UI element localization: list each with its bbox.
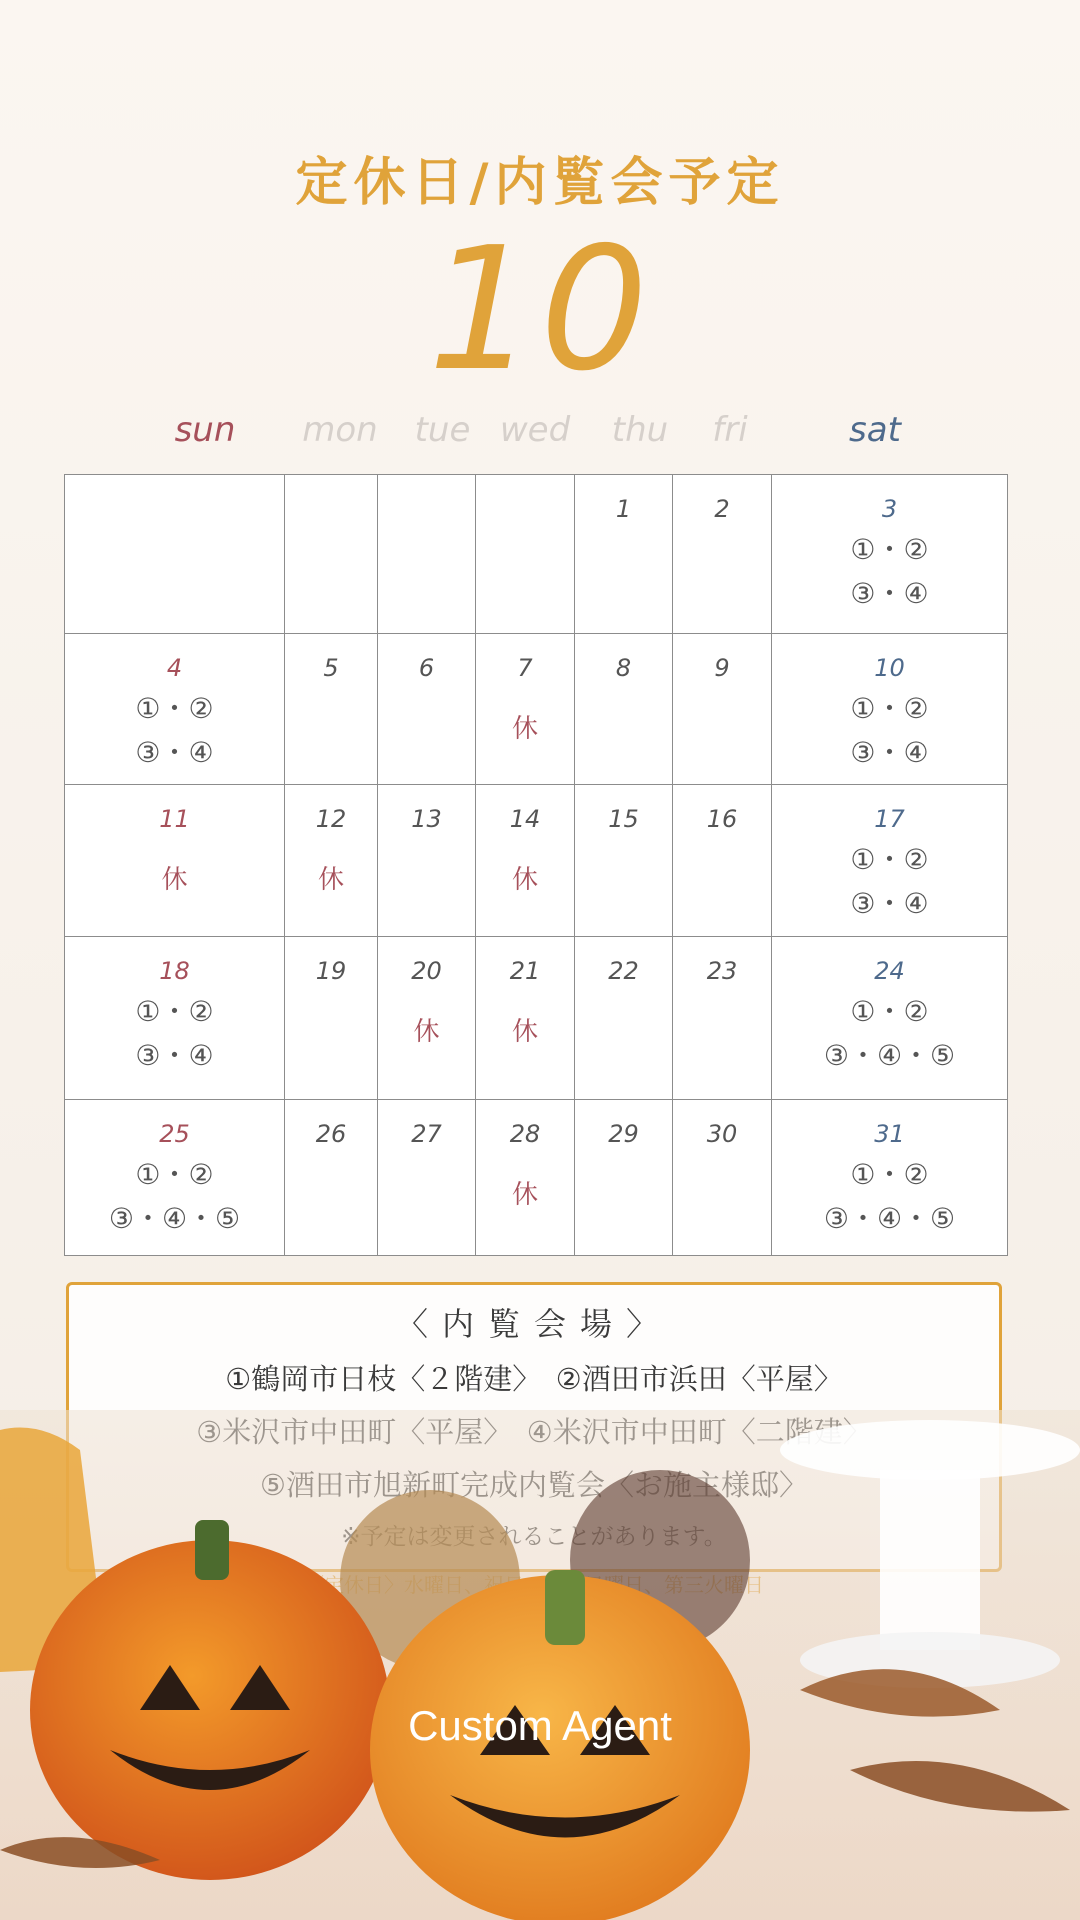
calendar-week	[65, 1100, 1008, 1256]
open-house-venues: ①・②	[135, 995, 214, 1028]
calendar-day-cell	[772, 785, 1008, 937]
calendar-day-cell	[476, 475, 575, 634]
calendar-day-cell	[285, 937, 378, 1100]
venue-line-1: ①鶴岡市日枝〈２階建〉 ②酒田市浜田〈平屋〉	[225, 1362, 843, 1396]
day-number: 3	[881, 495, 898, 523]
brand-name: Custom Agent	[408, 1702, 672, 1749]
calendar-day-cell	[772, 937, 1008, 1100]
day-number: 7	[517, 654, 533, 682]
calendar-day-cell	[476, 634, 575, 785]
open-house-venues: ③・④・⑤	[823, 1202, 956, 1235]
calendar-day-cell	[476, 1100, 575, 1256]
calendar-day-cell	[378, 937, 476, 1100]
calendar-day-cell	[378, 1100, 476, 1256]
day-number: 5	[323, 654, 339, 682]
weekday-sat: sat	[849, 410, 901, 450]
open-house-venues: ③・④・⑤	[823, 1039, 956, 1072]
closed-mark: 休	[317, 865, 344, 895]
day-number: 4	[166, 654, 183, 682]
calendar-day-cell	[772, 475, 1008, 634]
day-number: 8	[615, 654, 632, 682]
open-house-venues: ③・④	[850, 887, 929, 920]
calendar-day-cell	[285, 634, 378, 785]
day-number: 10	[874, 654, 905, 682]
calendar-day-cell	[673, 1100, 772, 1256]
day-number: 21	[509, 957, 541, 985]
month-number: 10	[427, 211, 653, 409]
day-number: 19	[315, 957, 347, 985]
day-number: 27	[411, 1120, 442, 1148]
open-house-venues: ①・②	[850, 692, 929, 725]
venue-heading: 〈内覧会場〉	[395, 1305, 672, 1343]
calendar-day-cell	[575, 475, 673, 634]
calendar-day-cell	[673, 785, 772, 937]
calendar-day-cell	[378, 785, 476, 937]
calendar-day-cell	[575, 785, 673, 937]
open-house-venues: ③・④	[850, 577, 929, 610]
day-number: 6	[418, 654, 435, 682]
calendar-day-cell	[476, 937, 575, 1100]
day-number: 24	[874, 957, 905, 985]
weekday-fri: fri	[712, 410, 748, 450]
day-number: 20	[411, 957, 442, 985]
calendar-week	[65, 634, 1008, 785]
calendar-day-cell	[673, 634, 772, 785]
calendar-day-cell	[476, 785, 575, 937]
calendar-day-cell	[285, 475, 378, 634]
open-house-venues: ①・②	[850, 995, 929, 1028]
day-number: 9	[714, 654, 730, 682]
open-house-venues: ①・②	[135, 692, 214, 725]
calendar-day-cell	[65, 475, 285, 634]
day-number: 31	[874, 1120, 905, 1148]
day-number: 18	[159, 957, 190, 985]
calendar-day-cell	[673, 475, 772, 634]
weekday-wed: wed	[499, 410, 571, 450]
day-number: 26	[315, 1120, 347, 1148]
calendar-day-cell	[285, 1100, 378, 1256]
calendar-week	[65, 785, 1008, 937]
day-number: 11	[159, 805, 190, 833]
calendar-day-cell	[673, 937, 772, 1100]
calendar-day-cell	[65, 937, 285, 1100]
day-number: 23	[706, 957, 738, 985]
weekday-tue: tue	[414, 410, 471, 450]
closed-mark: 休	[511, 714, 538, 744]
calendar-day-cell	[378, 634, 476, 785]
calendar-day-cell	[65, 785, 285, 937]
day-number: 17	[874, 805, 905, 833]
open-house-venues: ③・④	[135, 1039, 214, 1072]
day-number: 25	[159, 1120, 190, 1148]
calendar-day-cell	[575, 937, 673, 1100]
weekday-mon: mon	[302, 410, 378, 450]
calendar-day-cell	[575, 634, 673, 785]
day-number: 22	[608, 957, 639, 985]
closed-mark: 休	[511, 1180, 538, 1210]
closed-mark: 休	[511, 1017, 538, 1047]
open-house-venues: ①・②	[850, 1158, 929, 1191]
page-title: 定休日/内覧会予定	[295, 153, 785, 213]
open-house-venues: ①・②	[850, 533, 929, 566]
open-house-venues: ①・②	[135, 1158, 214, 1191]
open-house-venues: ③・④	[850, 736, 929, 769]
day-number: 30	[706, 1120, 738, 1148]
closed-mark: 休	[511, 865, 538, 895]
open-house-venues: ③・④・⑤	[108, 1202, 241, 1235]
day-number: 28	[509, 1120, 541, 1148]
day-number: 2	[714, 495, 730, 523]
calendar-week	[65, 475, 1008, 634]
calendar-day-cell	[575, 1100, 673, 1256]
day-number: 13	[411, 805, 442, 833]
open-house-venues: ③・④	[135, 736, 214, 769]
calendar-day-cell	[772, 1100, 1008, 1256]
day-number: 14	[509, 805, 541, 833]
calendar-day-cell	[772, 634, 1008, 785]
calendar-grid	[64, 474, 1008, 1256]
day-number: 12	[315, 805, 347, 833]
weekday-thu: thu	[611, 410, 669, 450]
calendar-day-cell	[65, 1100, 285, 1256]
calendar-week	[65, 937, 1008, 1100]
weekday-sun: sun	[174, 410, 236, 450]
day-number: 16	[706, 805, 738, 833]
halloween-pumpkins-image	[0, 1410, 1080, 1920]
day-number: 29	[608, 1120, 639, 1148]
calendar-day-cell	[285, 785, 378, 937]
calendar-day-cell	[378, 475, 476, 634]
day-number: 15	[608, 805, 639, 833]
calendar-day-cell	[65, 634, 285, 785]
closed-mark: 休	[161, 865, 188, 895]
closed-mark: 休	[413, 1017, 440, 1047]
open-house-venues: ①・②	[850, 843, 929, 876]
day-number: 1	[615, 495, 632, 523]
